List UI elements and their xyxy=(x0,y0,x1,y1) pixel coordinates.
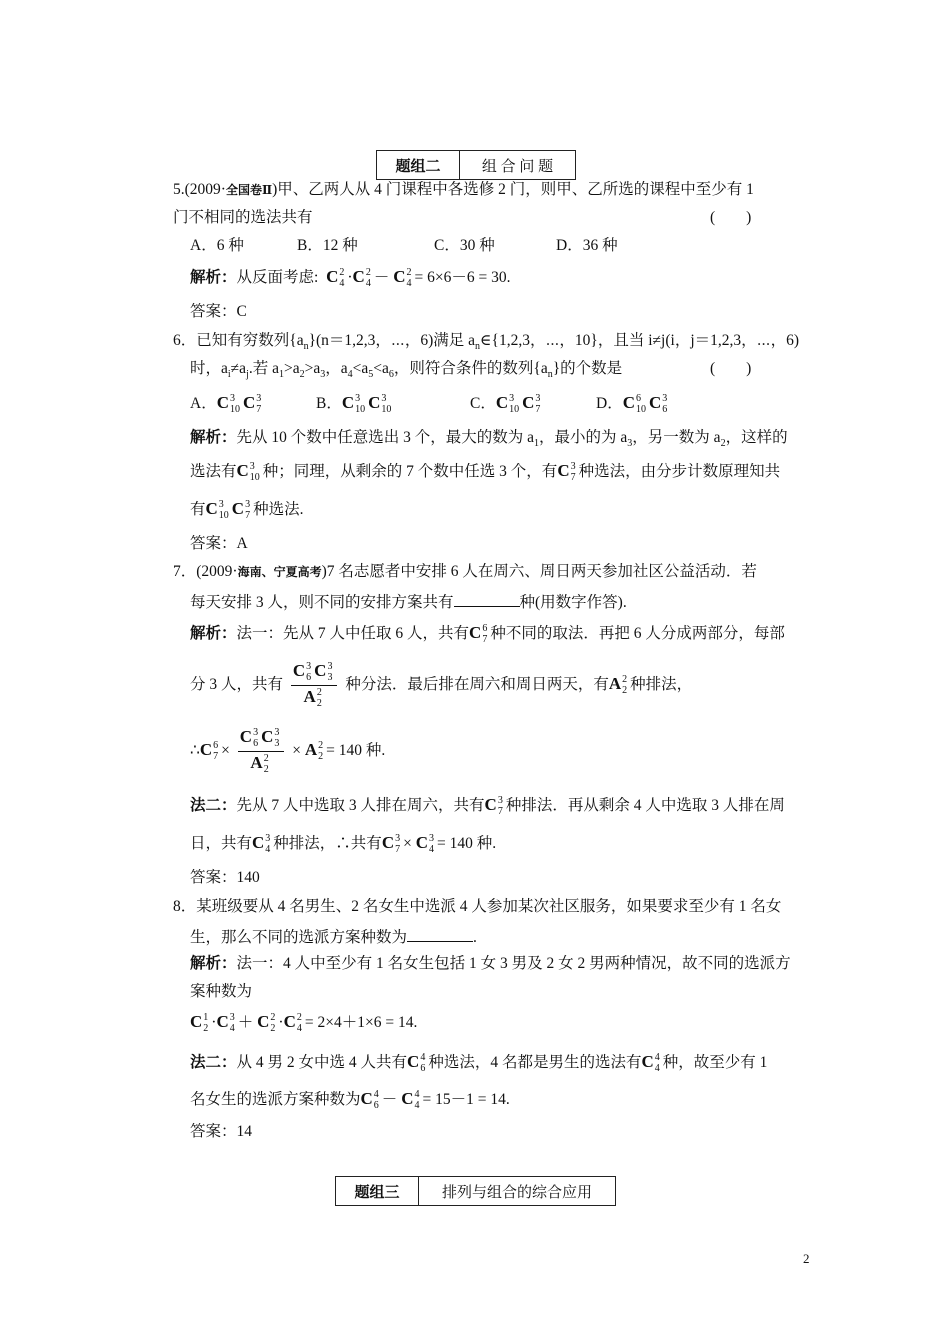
q7-line2: 每天安排 3 人，则不同的安排方案共有 种(用数字作答). xyxy=(190,594,627,611)
q5-line2: 门不相同的选法共有 xyxy=(173,209,313,226)
q6-option-c: C．C 3 10 C 3 7 xyxy=(470,393,541,415)
q7-answer: 答案：140 xyxy=(190,869,260,886)
q7-analysis-line1: 解析：法一：先从 7 人中任取 6 人，共有C 6 7 种不同的取法．再把 6 人分成两部分，每部 xyxy=(190,623,785,645)
section-label: 题组二 xyxy=(377,151,460,179)
q6-option-a: A．C 3 10 C 3 7 xyxy=(190,393,262,415)
page-number: 2 xyxy=(803,1251,810,1266)
section-header-2 xyxy=(376,150,576,180)
section-title: 组 合 问 题 xyxy=(481,158,554,175)
q5-option-b: B．12 种 xyxy=(297,237,358,254)
q8-method2-line2: 名女生的选派方案种数为C 4 6 － C 4 4 = 15－1 = 14. xyxy=(190,1089,510,1111)
section-header-3 xyxy=(335,1176,616,1206)
q5-paren: ( ) xyxy=(710,209,752,226)
q6-analysis-line1: 解析：先从 10 个数中任意选出 3 个，最大的数为 $a_1$，最小的为 $a_3$，另一数为 $a_2$，这样的 xyxy=(190,429,788,450)
q8-method2-line1: 法二：从 4 男 2 女中选 4 人共有C 4 6 种选法，4 名都是男生的选法有C 4 4 种，故至少有 1 xyxy=(190,1052,768,1074)
q8-analysis-line1: 解析：法一：4 人中至少有 1 名女生包括 1 女 3 男及 2 女 2 男两种情况，故不同的选派方 xyxy=(190,955,791,972)
q5-option-c: C．30 种 xyxy=(434,237,495,254)
q7-analysis-line3: ∴C 6 7 × C 3 6 C 3 3 A 2 2 × A 2 2 = 140 种. xyxy=(190,727,386,775)
q6-analysis-line3: 有C 3 10 C 3 7 种选法. xyxy=(190,499,304,521)
q6-paren: ( ) xyxy=(710,360,752,377)
section-label: 题组三 xyxy=(336,1177,419,1205)
section-title: 排列与组合的综合应用 xyxy=(441,1184,592,1201)
q8-analysis-line2: 案种数为 xyxy=(190,983,253,1000)
q8-line2: 生，那么不同的选派方案种数为 . xyxy=(190,929,477,946)
q8-line1: 8．某班级要从 4 名男生、2 名女生中选派 4 人参加某次社区服务，如果要求至少有 1 名女 xyxy=(173,898,782,915)
q8-answer: 答案：14 xyxy=(190,1123,253,1140)
q5-answer: 答案：C xyxy=(190,303,247,320)
q6-analysis-line2: 选法有C 3 10 种；同理，从剩余的 7 个数中任选 3 个，有C 3 7 种选法，由分步计数原理知共 xyxy=(190,461,781,483)
q6-line1: 6．已知有穷数列$\{a_n\}(n=1,2,3$，⋯，6)满足 $a_n\in\{1,2,3$，⋯，10}，且当 i≠j(i，j＝1,2,3，⋯，6) xyxy=(173,332,799,353)
answer-blank xyxy=(454,592,520,607)
q8-analysis-line3: C 1 2 ·C 3 4 ＋ C 2 2 ·C 2 4 = 2×4＋1×6 = 14. xyxy=(190,1012,418,1034)
q7-analysis-line2: 分 3 人，共有 C 3 6 C 3 3 A 2 2 种分法．最后排在周六和周日两天，有A 2 2 种排法， xyxy=(190,661,693,709)
q7-method2-line1: 法二：先从 7 人中选取 3 人排在周六，共有C 3 7 种排法．再从剩余 4 人中选取 3 人排在周 xyxy=(190,795,785,817)
q6-answer: 答案：A xyxy=(190,535,248,552)
q5-analysis: 解析：从反面考虑: C 2 4 ·C 2 4 － C 2 4 = 6×6－6 = 30. xyxy=(190,267,511,289)
answer-blank xyxy=(407,927,473,942)
q6-option-b: B．C 3 10 C 3 10 xyxy=(316,393,392,415)
q5-line1: 5.(2009·全国卷Ⅱ)甲、乙两人从 4 门课程中各选修 2 门，则甲、乙所选的课程中至少有 1 xyxy=(173,181,754,198)
q5-option-a: A．6 种 xyxy=(190,237,244,254)
q6-line2: 时，$a_i\ne a_j$.若 $a_1>a_2>a_3$，$a_4<a_5<a_6$，则符合条件的数列$\{a_n\}$的个数是 xyxy=(190,360,623,381)
q5-option-d: D．36 种 xyxy=(556,237,618,254)
q6-option-d: D．C 6 10 C 3 6 xyxy=(596,393,668,415)
q7-line1: 7．(2009·海南、宁夏高考)7 名志愿者中安排 6 人在周六、周日两天参加社区公益活动．若 xyxy=(173,563,757,580)
q7-method2-line2: 日，共有C 3 4 种排法，∴共有C 3 7 × C 3 4 = 140 种. xyxy=(190,833,497,855)
